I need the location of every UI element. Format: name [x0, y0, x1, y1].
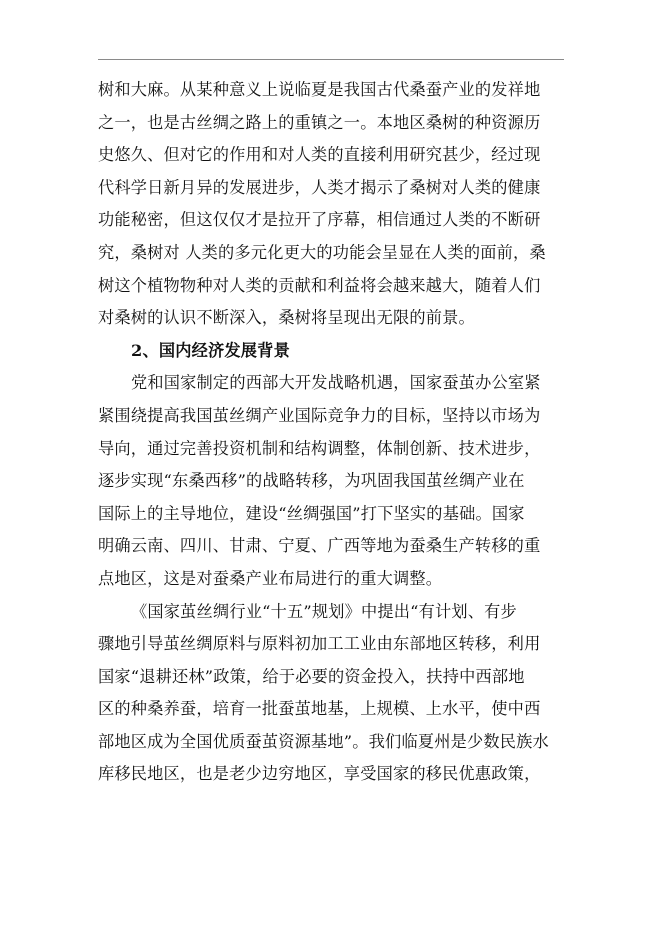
text-line: 功能秘密，但这仅仅才是拉开了序幕，相信通过人类的不断研 — [98, 210, 541, 230]
text-line: 骤地引导茧丝绸原料与原料初加工工业由东部地区转移，利用 — [98, 634, 541, 654]
paragraph-western-development — [98, 367, 568, 595]
text-line: 树和大麻。从某种意义上说临夏是我国古代桑蚕产业的发祥地 — [98, 80, 541, 99]
document-body — [98, 74, 568, 791]
text-line: 逐步实现“东桑西移”的战略转移，为巩固我国茧丝绸产业在 — [98, 471, 525, 491]
paragraph-fifteenth-plan — [98, 596, 568, 792]
text-line: 区的种桑养蚕，培育一批蚕茧地基，上规模、上水平，使中西 — [98, 699, 541, 719]
text-line: 党和国家制定的西部大开发战略机遇，国家蚕茧办公室紧 — [131, 373, 541, 393]
text-line: 国家“退耕还林”政策，给于必要的资金投入，扶持中西部地 — [98, 666, 525, 686]
text-line: 之一，也是古丝绸之路上的重镇之一。本地区桑树的种资源历 — [98, 112, 541, 132]
text-line: 部地区成为全国优质蚕茧资源基地”。我们临夏州是少数民族水 — [98, 731, 549, 751]
text-line: 史悠久、但对它的作用和对人类的直接利用研究甚少，经过现 — [98, 145, 541, 165]
paragraph-mulberry-history — [98, 74, 568, 335]
text-line: 库移民地区，也是老少边穷地区，享受国家的移民优惠政策， — [98, 764, 541, 784]
text-line: 紧围绕提高我国茧丝绸产业国际竞争力的目标，坚持以市场为 — [98, 405, 541, 425]
text-line: 树这个植物物种对人类的贡献和利益将会越来越大，随着人们 — [98, 275, 541, 295]
text-line: 对桑树的认识不断深入，桑树将呈现出无限的前景。 — [98, 308, 475, 328]
text-line: 导向，通过完善投资机制和结构调整，体制创新、技术进步， — [98, 438, 541, 458]
section-heading-text: 2、国内经济发展背景 — [131, 340, 290, 360]
text-line: 明确云南、四川、甘肃、宁夏、广西等地为蚕桑生产转移的重 — [98, 536, 541, 556]
section-heading — [98, 335, 568, 368]
text-line: 究，桑树对 人类的多元化更大的功能会呈显在人类的面前，桑 — [98, 242, 546, 262]
text-line: 国际上的主导地位，建设“丝绸强国”打下坚实的基础。国家 — [98, 503, 525, 523]
text-line: 《国家茧丝绸行业“十五”规划》中提出“有计划、有步 — [131, 601, 517, 621]
header-rule — [98, 59, 564, 60]
text-line: 代科学日新月异的发展进步，人类才揭示了桑树对人类的健康 — [98, 177, 541, 197]
text-line: 点地区，这是对蚕桑产业布局进行的重大调整。 — [98, 568, 443, 588]
